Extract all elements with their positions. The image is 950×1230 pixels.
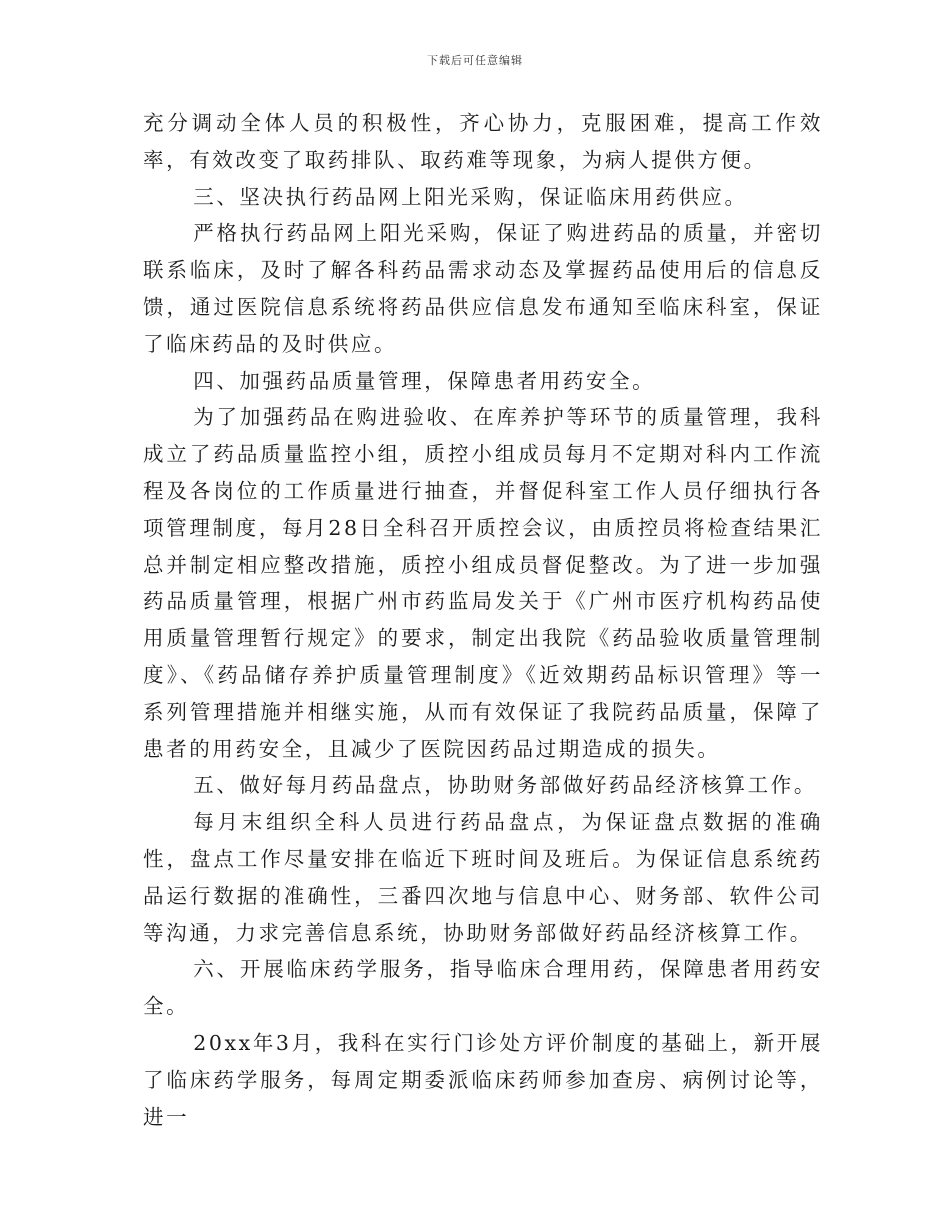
section-heading-6: 六、开展临床药学服务，指导临床合理用药，保障患者用药安全。 bbox=[143, 957, 823, 1019]
section-heading-5: 五、做好每月药品盘点，协助财务部做好药品经济核算工作。 bbox=[193, 773, 817, 798]
paragraph: 为了加强药品在购进验收、在库养护等环节的质量管理，我科成立了药品质量监控小组，质控小组成员每月不定期对科内工作流程及各岗位的工作质量进行抽查，并督促科室工作人员仔细执行各项管理制度，每月28日全科召开质控会议，由质控员将检查结果汇总并制定相应整改措施，质控小组成员督促整改。为了进一步加强药品质量管理，根据广州市药监局发关于《广州市医疗机构药品使用质量管理暂行规定》的要求，制定出我院《药品验收质量管理制度》、《药品储存养护质量管理制度》《近效期药品标识管理》等一系列管理措施并相继实施，从而有效保证了我院药品质量，保障了患者的用药安全，且减少了医院因药品过期造成的损失。 bbox=[143, 405, 823, 761]
paragraph: 20xx年3月，我科在实行门诊处方评价制度的基础上，新开展了临床药学服务，每周定期委派临床药师参加查房、病例讨论等，进一 bbox=[143, 1030, 823, 1129]
page-header: 下载后可任意编辑 bbox=[427, 54, 523, 67]
document-body bbox=[143, 105, 823, 1135]
paragraph: 严格执行药品网上阳光采购，保证了购进药品的质量，并密切联系临床，及时了解各科药品需求动态及掌握药品使用后的信息反馈，通过医院信息系统将药品供应信息发布通知至临床科室，保证了临床药品的及时供应。 bbox=[143, 221, 823, 356]
paragraph: 每月末组织全科人员进行药品盘点，为保证盘点数据的准确性，盘点工作尽量安排在临近下班时间及班后。为保证信息系统药品运行数据的准确性，三番四次地与信息中心、财务部、软件公司等沟通，力求完善信息系统，协助财务部做好药品经济核算工作。 bbox=[143, 810, 823, 945]
section-heading-3: 三、坚决执行药品网上阳光采购，保证临床用药供应。 bbox=[193, 184, 748, 209]
section-heading-4: 四、加强药品质量管理，保障患者用药安全。 bbox=[193, 368, 656, 393]
paragraph-continued: 充分调动全体人员的积极性，齐心协力，克服困难，提高工作效率，有效改变了取药排队、取药难等现象，为病人提供方便。 bbox=[143, 111, 823, 172]
